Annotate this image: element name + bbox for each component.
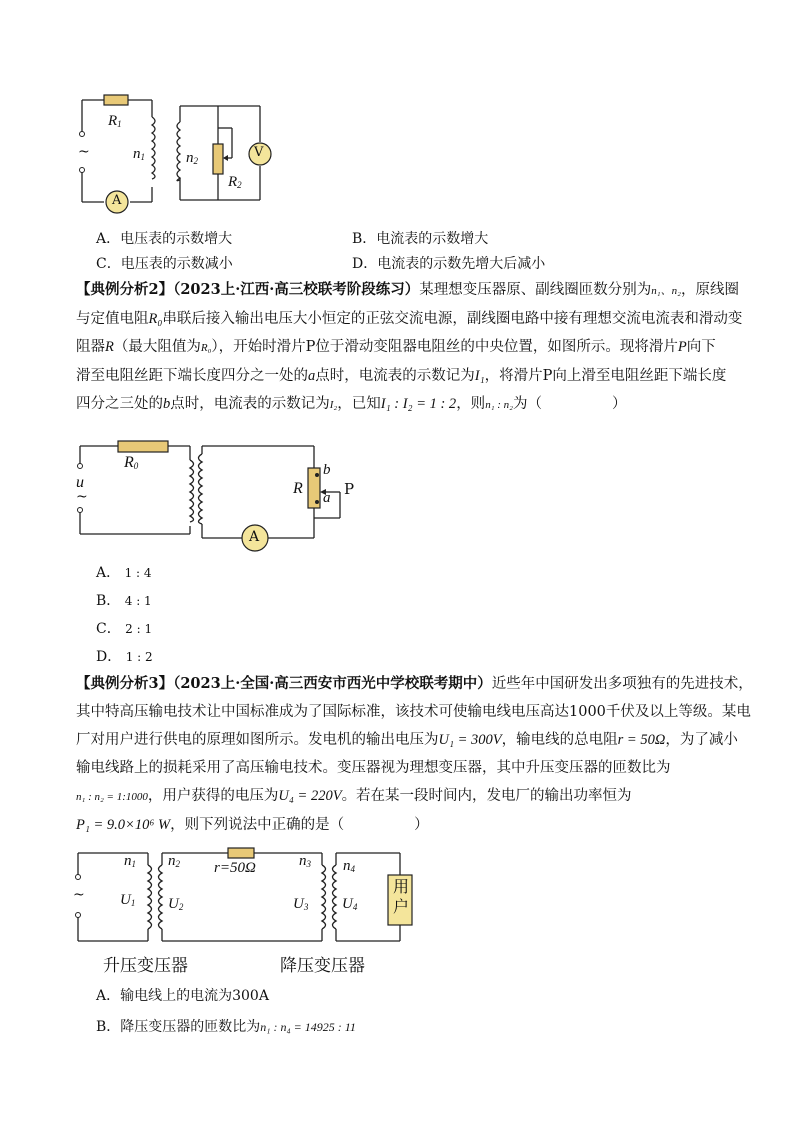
fig3-u2-label: $U_2$ <box>168 896 184 912</box>
figure-1-circuit <box>70 92 280 217</box>
q1-option-c[interactable]: C．电压表的示数减小 <box>96 256 233 272</box>
q2-header: 【典例分析2】（2023上·江西·高三校联考阶段练习） <box>76 281 420 298</box>
fig1-n2-label: $n_2$ <box>186 150 198 166</box>
q3-option-a[interactable]: A．输电线上的电流为300A <box>96 988 269 1004</box>
fig3-n4-label: $n_4$ <box>343 858 355 874</box>
q2-option-a[interactable]: A． 1 : 4 <box>96 565 152 581</box>
q2-stem: 【典例分析2】（2023上·江西·高三校联考阶段练习）某理想变压器原、副线圈匝数分别为n₁、n₂，原线圈 与定值电阻R₀串联后接入输出电压大小恒定的正弦交流电源，副线圈电路中接有理想交流电流表和滑动变 阻器R（最大阻值为R₀），开始时滑片P位于滑动变阻器电阻丝的中央位置，如图所示。现将滑片P向下 滑至电阻丝距下端长度四分之一处的a点时，电流表的示数记为I₁，将滑片P向上滑至电阻丝距下端长度 四分之三处的b点时，电流表的示数记为I₂，已知I₁ : I₂ = 1 : 2，则n₁ : n₂为（ ） <box>76 281 743 412</box>
fig3-n3-label: $n_3$ <box>299 853 311 869</box>
q3-option-b[interactable]: B．降压变压器的匝数比为n₁ : n₄ = 14925 : 11 <box>96 1019 356 1035</box>
q2-option-d[interactable]: D． 1 : 2 <box>96 649 153 665</box>
fig3-r-label: r=50Ω <box>214 860 256 876</box>
fig2-ac-symbol: ~ <box>76 489 88 505</box>
fig2-r0-label: $R_0$ <box>124 454 139 471</box>
fig3-u1-label: $U_1$ <box>120 892 136 908</box>
fig3-user-label: 用 户 <box>392 877 409 916</box>
fig3-ac-symbol: ~ <box>73 887 85 903</box>
fig2-u-label: u <box>76 474 84 491</box>
fig3-u3-label: $U_3$ <box>293 896 309 912</box>
fig2-ammeter-label: A <box>249 529 260 545</box>
fig2-p-label: P <box>344 480 355 498</box>
q1-option-a[interactable]: A．电压表的示数增大 <box>96 231 233 247</box>
fig1-ac-symbol: ~ <box>78 144 90 160</box>
fig3-step-down-label: 降压变压器 <box>280 956 365 976</box>
q3-header: 【典例分析3】（2023上·全国·高三西安市西光中学校联考期中） <box>76 675 492 692</box>
fig3-n2-label: $n_2$ <box>168 853 180 869</box>
q2-option-c[interactable]: C． 2 : 1 <box>96 621 153 637</box>
fig2-a-label: a <box>323 490 331 506</box>
q3-stem: 【典例分析3】（2023上·全国·高三西安市西光中学校联考期中）近些年中国研发出多项独有的先进技术， 其中特高压输电技术让中国标准成为了国际标准，该技术可使输电线电压高达1000千伏及以上等级。某电 厂对用户进行供电的原理如图所示。发电机的输出电压为U₁ = 300V，输电线的总电阻r = 50Ω，为了减小 输电线路上的损耗采用了高压输电技术。变压器视为理想变压器，其中升压变压器的匝数比为 n₁ : n₂ = 1:1000，用户获得的电压为U₄ = 220V。若在某一段时间内，发电厂的输出功率恒为 P₁ = 9.0×10⁶ W，则下列说法中正确的是（ ） <box>76 675 753 833</box>
fig2-r-label: R <box>293 480 303 497</box>
fig3-u4-label: $U_4$ <box>342 896 358 912</box>
fig1-r2-label: $R_2$ <box>228 174 242 190</box>
fig1-ammeter-label: A <box>112 193 122 208</box>
fig3-step-up-label: 升压变压器 <box>103 956 188 976</box>
q2-option-b[interactable]: B． 4 : 1 <box>96 593 152 609</box>
fig1-n1-label: $n_1$ <box>133 146 145 162</box>
q1-option-d[interactable]: D．电流表的示数先增大后减小 <box>352 256 546 272</box>
q1-option-b[interactable]: B．电流表的示数增大 <box>352 231 489 247</box>
fig1-voltmeter-label: V <box>254 145 264 160</box>
fig1-r1-label: $R_1$ <box>108 113 122 129</box>
fig2-b-label: b <box>323 462 331 478</box>
fig3-n1-label: $n_1$ <box>124 853 136 869</box>
